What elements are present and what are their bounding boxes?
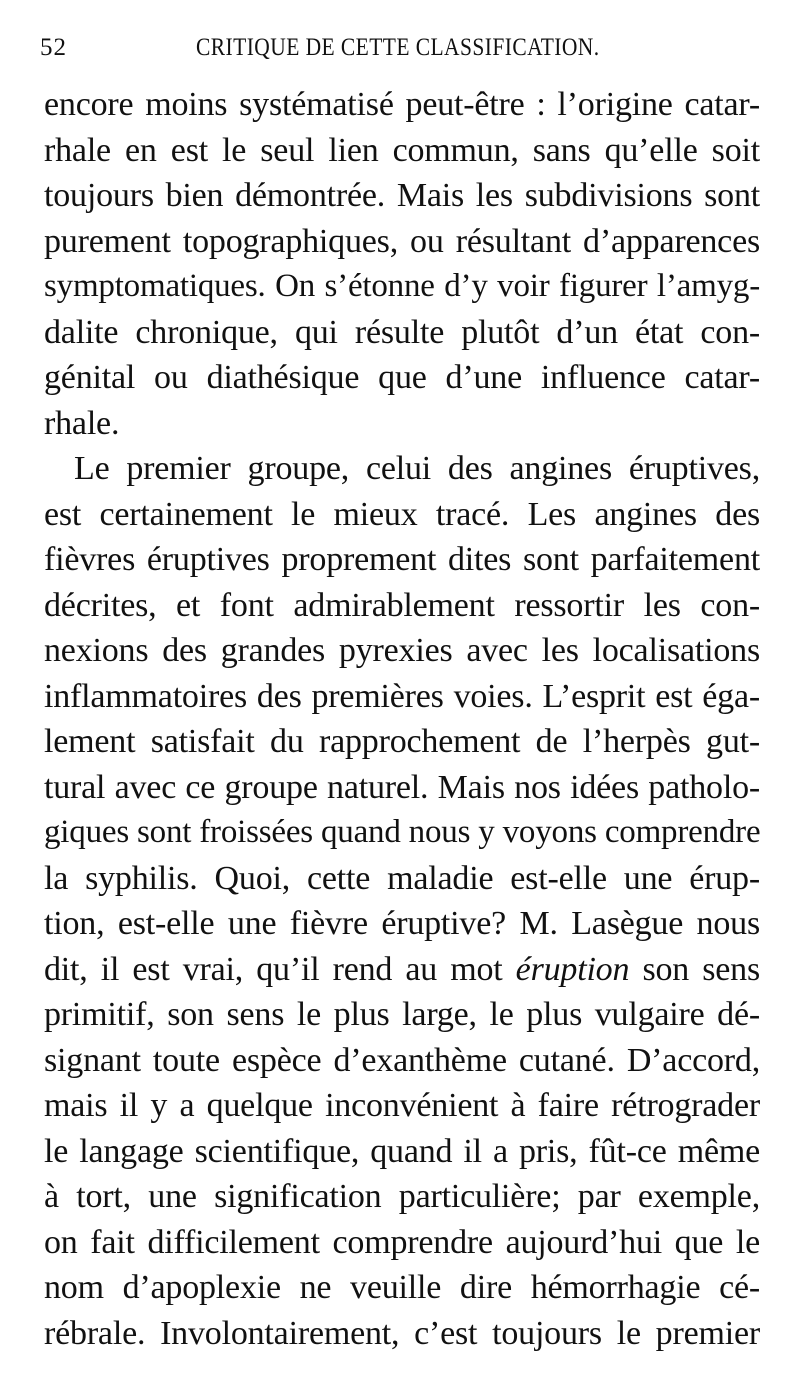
text-line: Le premier groupe, celui des angines éruptives, [74,450,760,487]
text-line-with-italic [44,947,760,993]
text-line: on fait difficilement comprendre aujourd’hui que le [44,1223,760,1261]
text-line: encore moins systématisé peut-être : l’origine catar- [44,86,760,123]
text-segment: dit, il est vrai, qu’il rend au mot [44,950,516,988]
body-text [44,82,760,1356]
page-number: 52 [40,34,67,61]
text-line: nom d’apoplexie ne veuille dire hémorrhagie cé- [44,1269,760,1306]
text-line: primitif, son sens le plus large, le plus vulgaire dé- [44,996,760,1033]
paragraph-2 [44,446,760,1356]
text-line: génital ou diathésique que d’une influence catar- [44,359,760,396]
text-line: dalite chronique, qui résulte plutôt d’un état con- [44,313,760,351]
text-line: giques sont froissées quand nous y voyons comprendre [44,814,761,850]
text-line: lement satisfait du rapprochement de l’herpès gut- [44,723,760,760]
text-line: mais il y a quelque inconvénient à faire rétrograder [44,1087,760,1124]
text-line: le langage scientifique, quand il a pris, fût-ce même [44,1132,760,1170]
text-line: rhale en est le seul lien commun, sans qu’elle soit [44,131,760,169]
paragraph-1 [44,82,760,446]
running-title: CRITIQUE DE CETTE CLASSIFICATION. [196,34,600,61]
text-line: tion, est-elle une fièvre éruptive? M. Lasègue nous [44,905,760,942]
text-line: symptomatiques. On s’étonne d’y voir figurer l’amyg- [44,268,760,304]
text-line: toujours bien démontrée. Mais les subdivisions sont [44,177,760,214]
text-segment: son sens [629,950,760,988]
text-line: inflammatoires des premières voies. L’esprit est éga- [44,677,760,715]
text-line: décrites, et font admirablement ressortir les con- [44,586,760,624]
text-line: purement topographiques, ou résultant d’apparences [44,222,760,260]
text-line: signant toute espèce d’exanthème cutané. D’accord, [44,1041,760,1079]
text-line: rhale. [44,404,120,442]
text-line: fièvres éruptives proprement dites sont parfaitement [44,541,760,578]
text-line: rébrale. Involontairement, c’est toujours le premier [44,1314,760,1352]
text-line: à tort, une signification particulière; par exemple, [44,1178,760,1215]
running-head [40,34,760,74]
text-line: tural avec ce groupe naturel. Mais nos idées patholo- [44,768,760,806]
text-line: est certainement le mieux tracé. Les angines des [44,495,760,533]
italic-word: éruption [515,950,630,988]
text-line: nexions des grandes pyrexies avec les localisations [44,632,760,669]
text-line: la syphilis. Quoi, cette maladie est-elle une érup- [44,859,760,897]
